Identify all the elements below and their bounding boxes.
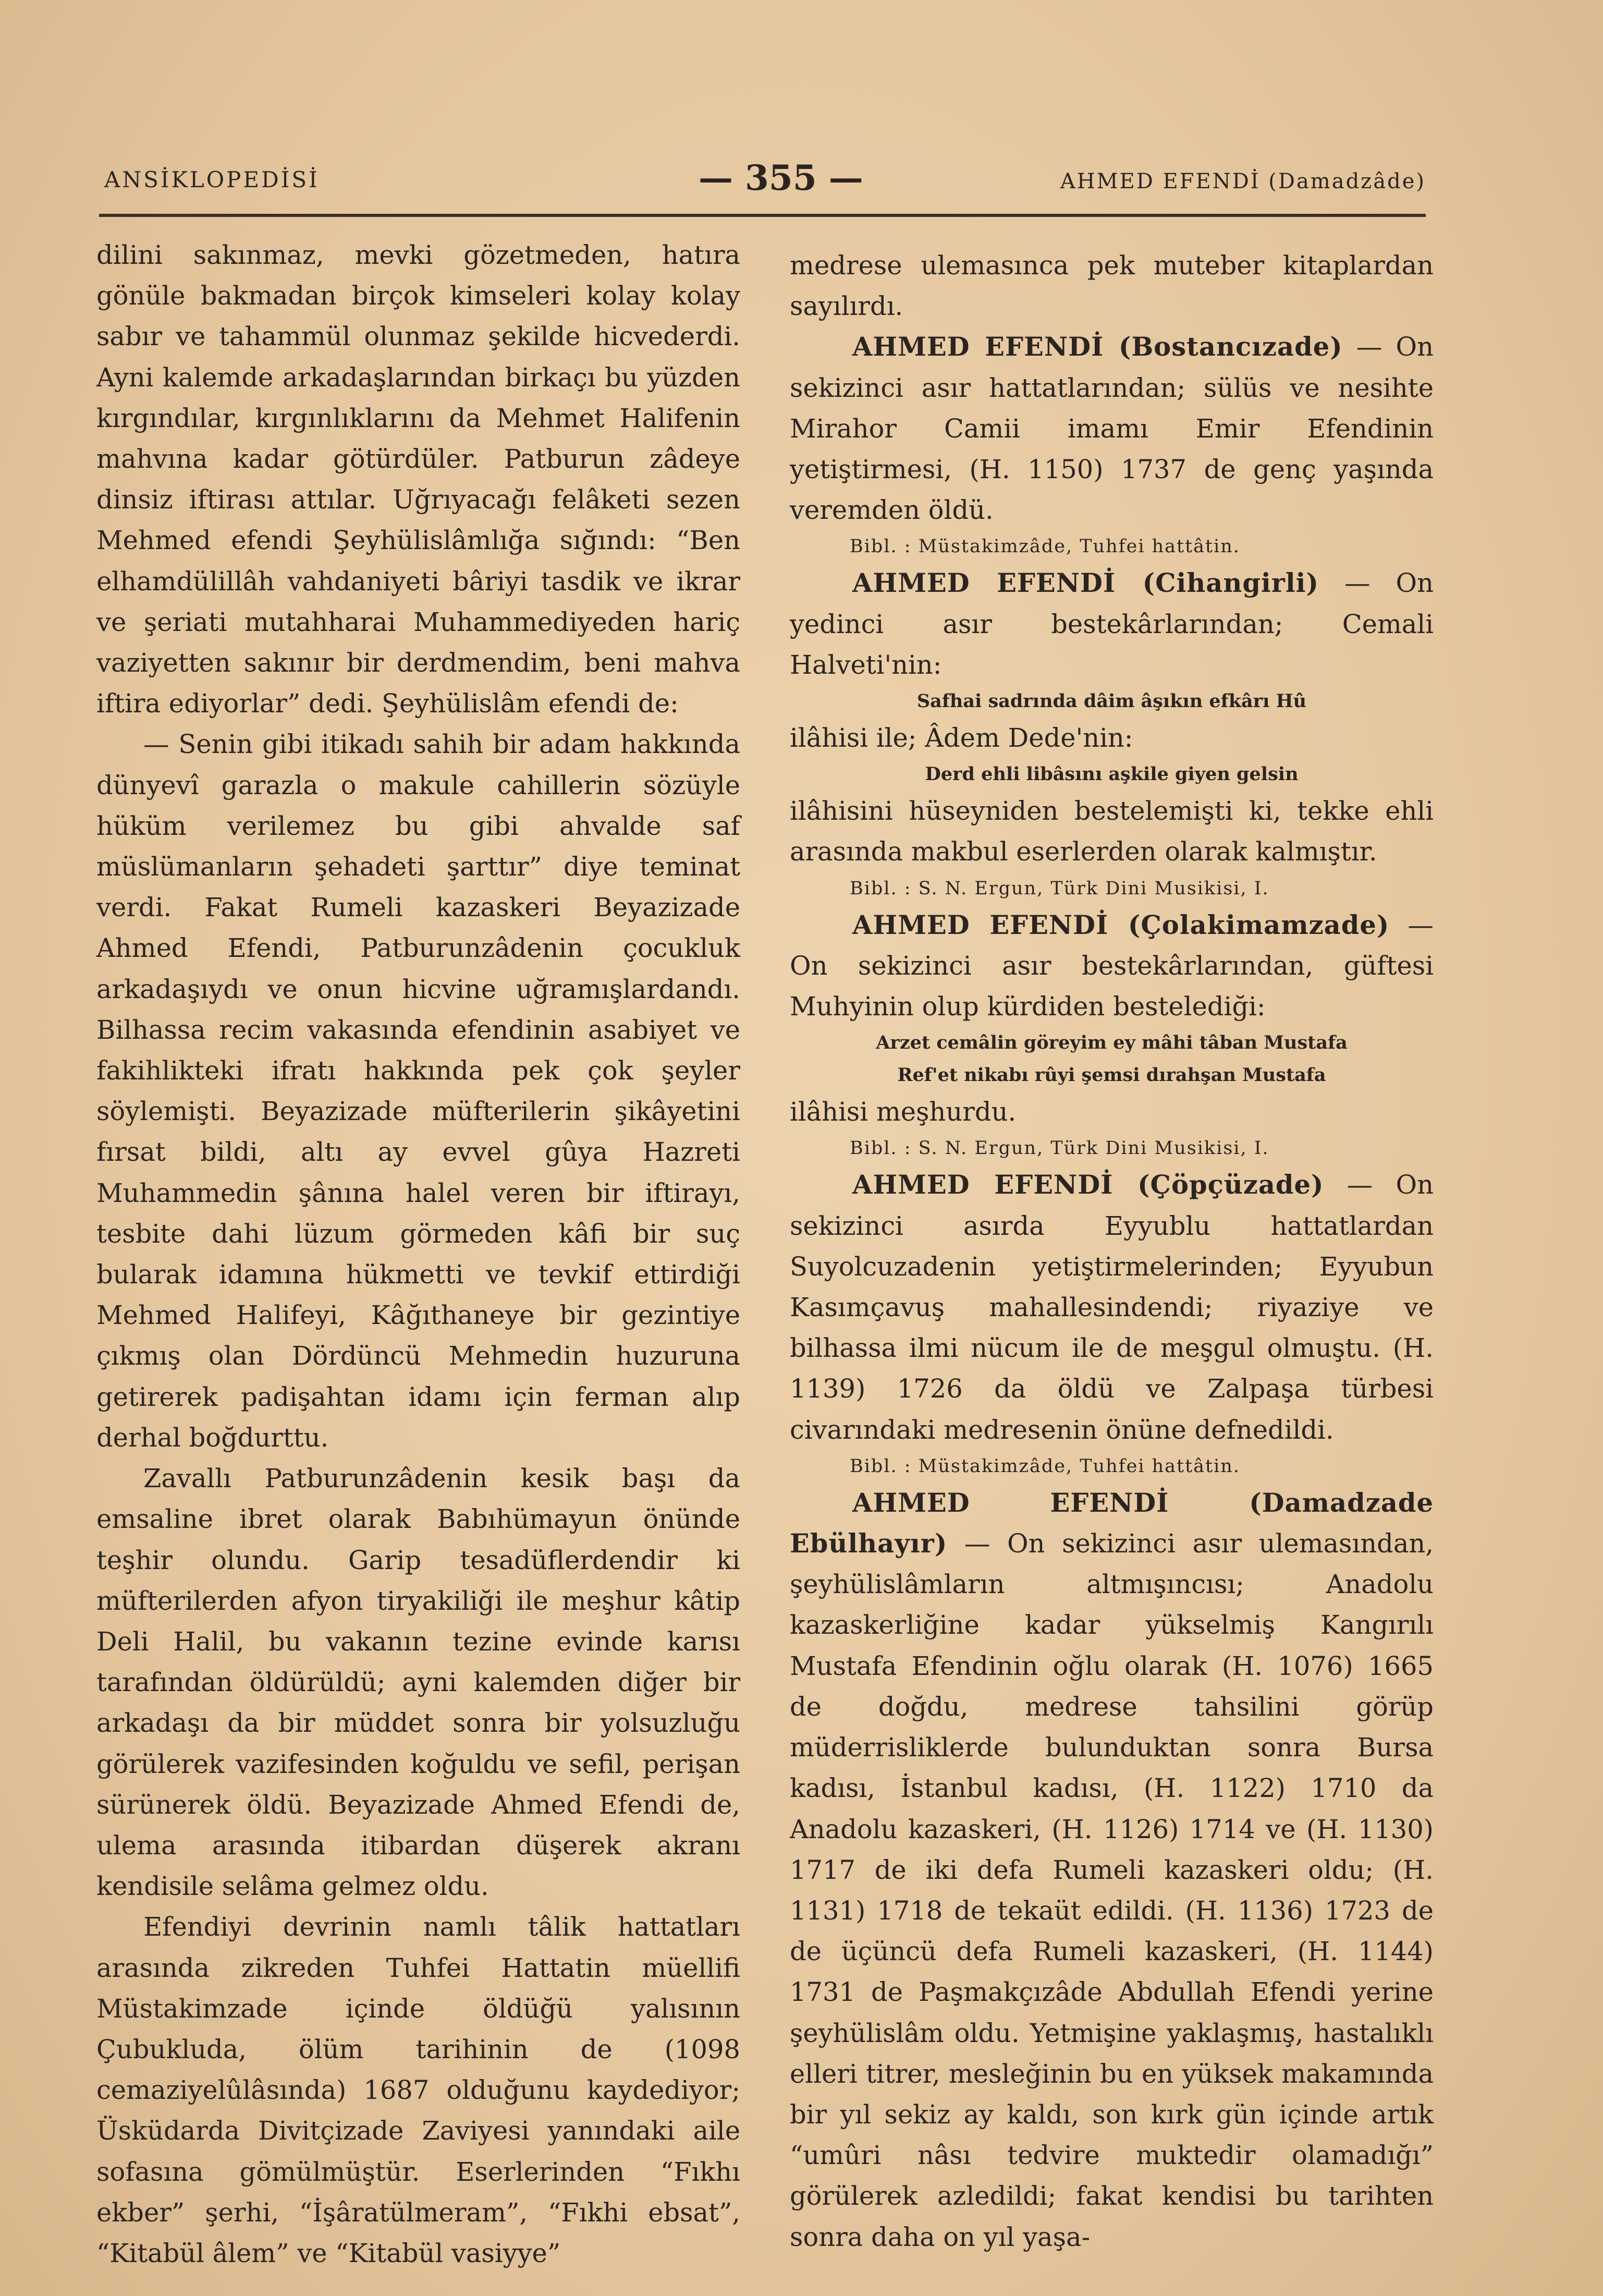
entry-bostancizade: [790, 326, 1434, 530]
entry-text: — On sekizinci asır hattatlarından; sülüs ve nesihte Mirahor Camii imamı Emir Efendinin yetiştirmesi, (H. 1150) 1737 de genç yaşında veremden öldü.: [790, 332, 1434, 526]
bibliography: Bibl. : Müstakimzâde, Tuhfei hattâtin.: [850, 536, 1240, 557]
entry-heading: AHMED EFENDİ (Çöpçüzade): [852, 1170, 1324, 1200]
verse-line: Arzet cemâlin göreyim ey mâhi tâban Mustafa: [876, 1032, 1348, 1054]
right-column: [790, 245, 1434, 2257]
bibliography: Bibl. : S. N. Ergun, Türk Dini Musikisi, I.: [850, 878, 1269, 899]
paragraph: ilâhisini hüseyniden bestelemişti ki, tekke ehli arasında makbul eserlerden olarak kalmıştır.: [790, 796, 1434, 867]
entry-heading: AHMED EFENDİ (Bostancızade): [852, 332, 1343, 362]
entry-heading: AHMED EFENDİ (Çolakimamzade): [852, 909, 1390, 940]
entry-damadzade: [790, 1483, 1434, 2257]
page-number: — 355 —: [699, 157, 863, 198]
entry-text: — On sekizinci asır ulemasından, şeyhülislâmların altmışıncısı; Anadolu kazaskerliğine kadar yükselmiş Kangırılı Mustafa Efendinin oğlu olarak (H. 1076) 1665 de doğdu, medrese tahsilini görüp müderrisliklerde bulunduktan sonra Bursa kadısı, İstanbul kadısı, (H. 1122) 1710 da Anadolu kazaskeri, (H. 1126) 1714 ve (H. 1130) 1717 de iki defa Rumeli kazaskeri oldu; (H. 1131) 1718 de tekaüt edildi. (H. 1136) 1723 de de üçüncü defa Rumeli kazaskeri, (H. 1144) 1731 de Paşmakçızâde Abdullah Efendi yerine şeyhülislâm oldu. Yetmişine yaklaşmış, hastalıklı elleri titrer, mesleğinin bu en yüksek makamında bir yıl sekiz ay kaldı, son kırk gün içinde artık “umûri nâsı tedvire muktedir olamadığı” görülerek azledildi; fakat kendisi bu tarihten sonra daha on yıl yaşa-: [790, 1528, 1434, 2252]
paragraph: Efendiyi devrinin namlı tâlik hattatları arasında zikreden Tuhfei Hattatin müellifi Müstakimzade içinde öldüğü yalısının Çubukluda, ölüm tarihinin de (1098 cemaziyelûlâsında) 1687 olduğunu kaydediyor; Üsküdarda Divitçizade Zaviyesi yanındaki aile sofasına gömülmüştür. Eserlerinden “Fıkhı ekber” şerhi, “İşâratülmeram”, “Fıkhi ebsat”, “Kitabül âlem” ve “Kitabül vasiyye”: [96, 1912, 740, 2268]
entry-heading: AHMED EFENDİ (Cihangirli): [852, 568, 1319, 599]
verse-line: Safhai sadrında dâim âşıkın efkârı Hû: [916, 690, 1307, 712]
paragraph: — Senin gibi itikadı sahih bir adam hakkında dünyevî garazla o makule cahillerin sözüyle hüküm verilemez bu gibi ahvalde saf müslümanların şehadeti şarttır” diye teminat verdi. Fakat Rumeli kazaskeri Beyazizade Ahmed Efendi, Patburunzâdenin çocukluk arkadaşıydı ve onun hicvine uğramışlardandı. Bilhassa recim vakasında efendinin asabiyet ve fakihlikteki ifratı hakkında pek çok şeyler söylemişti. Beyazizade müfterilerin şikâyetini fırsat bildi, altı ay evvel gûya Hazreti Muhammedin şânına halel veren bir iftirayı, tesbite dahi lüzum görmeden kâfi bir suç bularak idamına hükmetti ve tevkif ettirdiği Mehmed Halifeyi, Kâğıthaneye bir gezintiye çıkmış olan Dördüncü Mehmedin huzuruna getirerek padişahtan idamı için ferman alıp derhal boğdurttu.: [96, 729, 740, 1453]
paragraph: ilâhisi ile; Âdem Dede'nin:: [790, 723, 1133, 754]
header-entry: AHMED EFENDİ (Damadzâde): [1060, 169, 1426, 193]
left-column: [96, 235, 740, 2274]
bibliography: Bibl. : S. N. Ergun, Türk Dini Musikisi, I.: [850, 1138, 1269, 1159]
entry-colakimamzade: [790, 905, 1434, 1027]
verse-line: Derd ehli libâsını aşkile giyen gelsin: [925, 763, 1299, 785]
verse-line: Ref'et nikabı rûyi şemsi dırahşan Mustafa: [897, 1064, 1326, 1086]
bibliography: Bibl. : Müstakimzâde, Tuhfei hattâtin.: [850, 1455, 1240, 1477]
entry-text: — On sekizinci asır bestekârlarından, güftesi Muhyinin olup kürdiden bestelediği:: [790, 909, 1434, 1022]
paragraph: Zavallı Patburunzâdenin kesik başı da emsaline ibret olarak Babıhümayun önünde teşhir olundu. Garip tesadüflerdendir ki müfterilerden afyon tiryakiliği ile meşhur kâtip Deli Halil, bu vakanın tezine evinde karısı tarafından öldürüldü; ayni kalemden diğer bir arkadaşı da bir müddet sonra bir yolsuzluğu görülerek vazifesinden koğuldu ve sefil, perişan sürünerek öldü. Beyazizade Ahmed Efendi de, ulema arasında itibardan düşerek akranı kendisile selâma gelmez oldu.: [96, 1463, 740, 1902]
entry-cihangirli: [790, 563, 1434, 685]
paragraph: dilini sakınmaz, mevki gözetmeden, hatıra gönüle bakmadan birçok kimseleri kolay kolay sabır ve tahammül olunmaz şekilde hicvederdi. Ayni kalemde arkadaşlarından birkaçı bu yüzden kırgındılar, kırgınlıklarını da Mehmet Halifenin mahvına kadar götürdüler. Patburun zâdeye dinsiz iftirası attılar. Uğrıyacağı felâketi sezen Mehmed efendi Şeyhülislâmlığa sığındı: “Ben elhamdülillâh vahdaniyeti bâriyi tasdik ve ikrar ve şeriati mutahharai Muhammediyeden hariç vaziyetten sakınır bir derdmendim, beni mahva iftira ediyorlar” dedi. Şeyhülislâm efendi de:: [96, 240, 740, 719]
entry-text: — On sekizinci asırda Eyyublu hattatlardan Suyolcuzadenin yetiştirmelerinden; Eyyubun Kasımçavuş mahallesindendi; riyaziye ve bilhassa ilmi nücum ile de meşgul olmuştu. (H. 1139) 1726 da öldü ve Zalpaşa türbesi civarındaki medresenin önüne defnedildi.: [790, 1170, 1434, 1445]
paragraph: medrese ulemasınca pek muteber kitaplardan sayılırdı.: [790, 250, 1434, 322]
header-title: ANSİKLOPEDİSİ: [104, 167, 320, 192]
entry-text: — On yedinci asır bestekârlarından; Cemali Halveti'nin:: [790, 568, 1434, 680]
running-header: [99, 156, 1426, 217]
entry-copcuzade: [790, 1164, 1434, 1450]
entry-heading: AHMED EFENDİ (Damadzade Ebülhayır): [790, 1487, 1434, 1559]
paragraph: ilâhisi meşhurdu.: [790, 1097, 1017, 1127]
